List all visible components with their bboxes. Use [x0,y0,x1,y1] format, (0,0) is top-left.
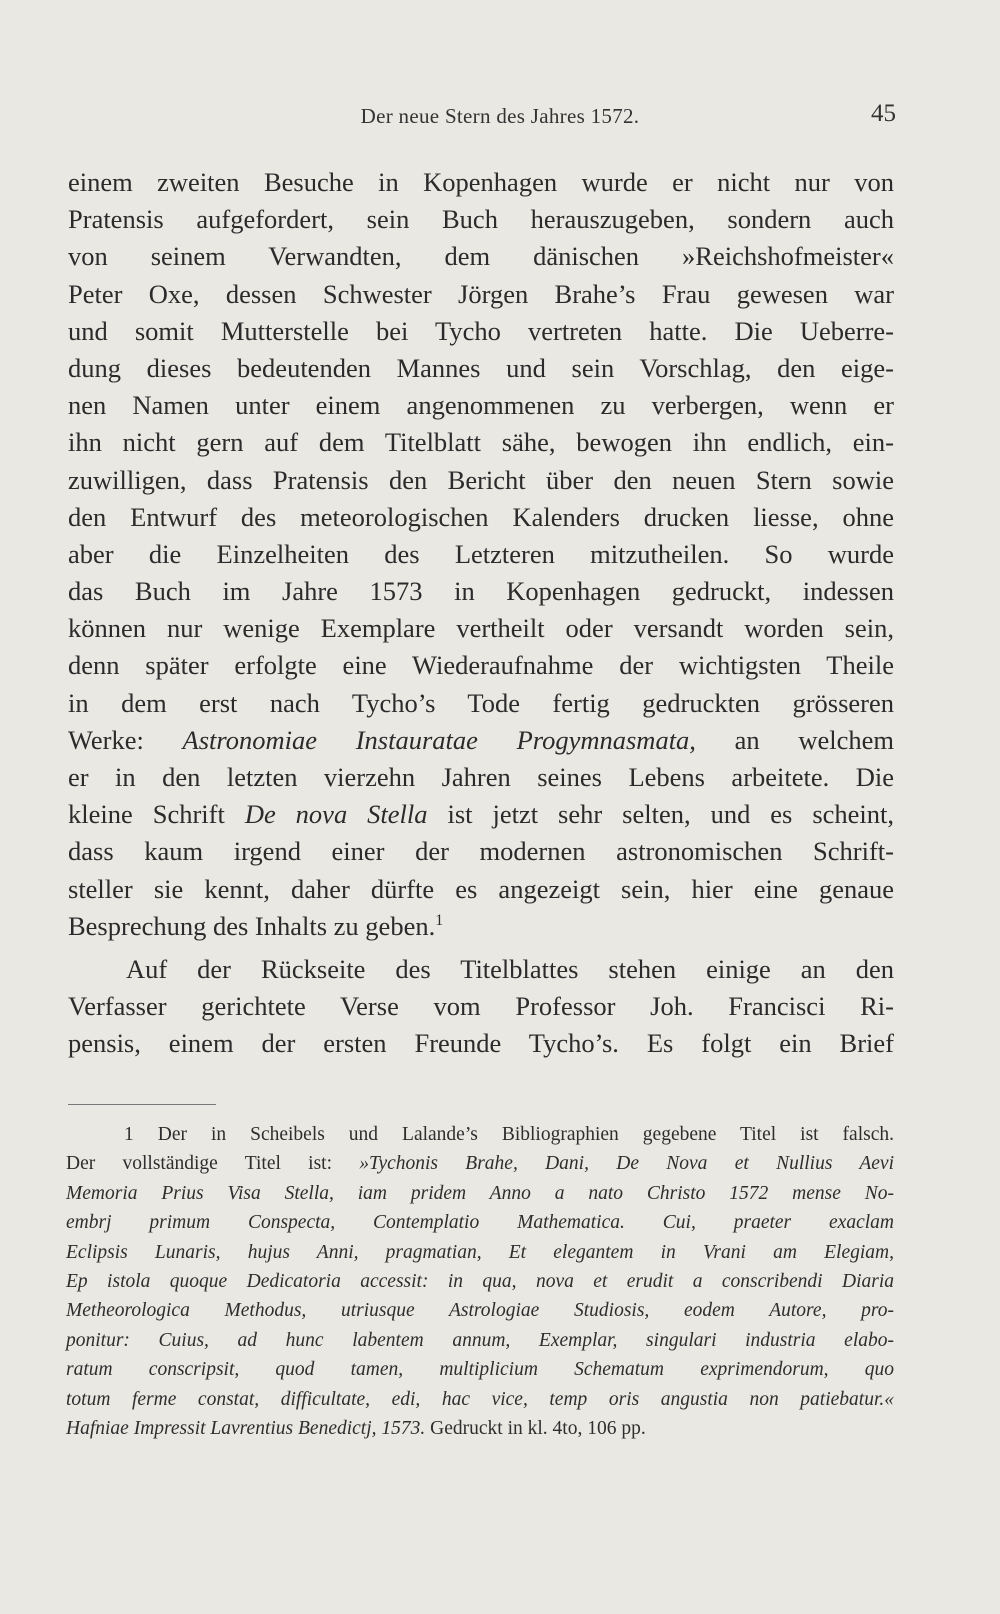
text-roman: Besprechung des Inhalts zu geben. [68,910,436,941]
body-line: den Entwurf des meteorologischen Kalenders drucken liesse, ohne [68,501,894,532]
footnote-line: Ep istola quoque Dedicatoria accessit: in qua, nova et erudit a conscribendi Diaria [66,1270,894,1292]
footnote-line: ratum conscripsit, quod tamen, multiplicium Schematum exprimendorum, quo [66,1359,894,1381]
body-line: einem zweiten Besuche in Kopenhagen wurde er nicht nur von [68,167,894,197]
book-title-italic: De nova Stella [244,799,428,830]
body-line [68,908,894,945]
footnote-line: embrj primum Conspecta, Contemplatio Mathematica. Cui, praeter exaclam [66,1212,894,1234]
text-roman: an welchem [695,724,894,755]
body-line: Peter Oxe, dessen Schwester Jörgen Brahe’s Frau gewesen war [68,278,894,309]
body-line: Auf der Rückseite des Titelblattes stehen einige an den [126,953,894,984]
body-line: zuwilligen, dass Pratensis den Bericht über den neuen Stern sowie [68,464,894,495]
footnote [66,1120,894,1443]
text-italic: Hafniae Impressit Lavrentius Benedictj, 1573. [66,1417,426,1439]
footnote-line: ponitur: Cuius, ad hunc labentem annum, Exemplar, singulari industria elabo- [66,1329,894,1351]
text-roman: Werke: [68,724,183,755]
body-line: können nur wenige Exemplare vertheilt oder versandt worden sein, [68,613,894,644]
footnote-marker: 1 [124,1124,134,1145]
body-line: dass kaum irgend einer der modernen astronomischen Schrift- [68,836,894,867]
footnote-line: totum ferme constat, difficultate, edi, hac vice, temp oris angustia non patiebatur.« [66,1388,894,1410]
body-line [68,796,894,833]
body-line: steller sie kennt, daher dürfte es angezeigt sein, hier eine genaue [68,873,894,904]
body-line: Pratensis aufgefordert, sein Buch herauszugeben, sondern auch [68,204,894,235]
running-head [0,98,1000,134]
body-line: pensis, einem der ersten Freunde Tycho’s. Es folgt ein Brief [68,1028,894,1059]
text-roman: Der vollständige Titel ist: [66,1153,360,1175]
footnote-line: Memoria Prius Visa Stella, iam pridem Anno a nato Christo 1572 mense No- [66,1182,894,1204]
text-roman: Gedruckt in kl. 4to, 106 pp. [425,1417,646,1439]
body-line: dung dieses bedeutenden Mannes und sein Vorschlag, den eige- [68,352,894,383]
footnote-line [66,1149,894,1178]
body-line: denn später erfolgte eine Wiederaufnahme der wichtigsten Theile [68,650,894,681]
footnote-divider [68,1104,216,1105]
page-number: 45 [871,100,896,127]
body-line: aber die Einzelheiten des Letzteren mitzutheilen. So wurde [68,538,894,569]
body-line: Verfasser gerichtete Verse vom Professor Joh. Francisci Ri- [68,991,894,1022]
body-line: ihn nicht gern auf dem Titelblatt sähe, bewogen ihn endlich, ein- [68,427,894,458]
running-title: Der neue Stern des Jahres 1572. [360,104,640,128]
body-line: von seinem Verwandten, dem dänischen »Reichshofmeister« [68,241,894,272]
footnote-line: Eclipsis Lunaris, hujus Anni, pragmatian, Et elegantem in Vrani am Elegiam, [66,1241,894,1263]
footnote-line [66,1414,894,1443]
text-roman: kleine Schrift [68,799,245,830]
body-line: nen Namen unter einem angenommenen zu verbergen, wenn er [68,390,894,421]
text-roman: Der in Scheibels und Lalande’s Bibliographien gegebene Titel ist falsch. [157,1124,894,1145]
body-line: und somit Mutterstelle bei Tycho vertreten hatte. Die Ueberre- [68,315,894,346]
text-italic: »Tychonis Brahe, Dani, De Nova et Nullius Aevi [359,1153,894,1175]
paragraph-1 [68,164,894,945]
body-text [68,164,894,1063]
book-title-italic: Astronomiae Instauratae Progymnasmata, [182,724,696,755]
footnote-line [66,1120,894,1149]
body-line: in dem erst nach Tycho’s Tode fertig gedruckten grösseren [68,687,894,718]
footnote-line: Metheorologica Methodus, utriusque Astrologiae Studiosis, eodem Autore, pro- [66,1300,894,1322]
body-line: er in den letzten vierzehn Jahren seines Lebens arbeitete. Die [68,762,894,792]
text-roman: ist jetzt sehr selten, und es scheint, [427,799,895,830]
paragraph-2 [68,951,894,1063]
body-line [68,722,894,759]
body-line: das Buch im Jahre 1573 in Kopenhagen gedruckt, indessen [68,576,894,607]
footnote-reference: 1 [435,911,444,929]
